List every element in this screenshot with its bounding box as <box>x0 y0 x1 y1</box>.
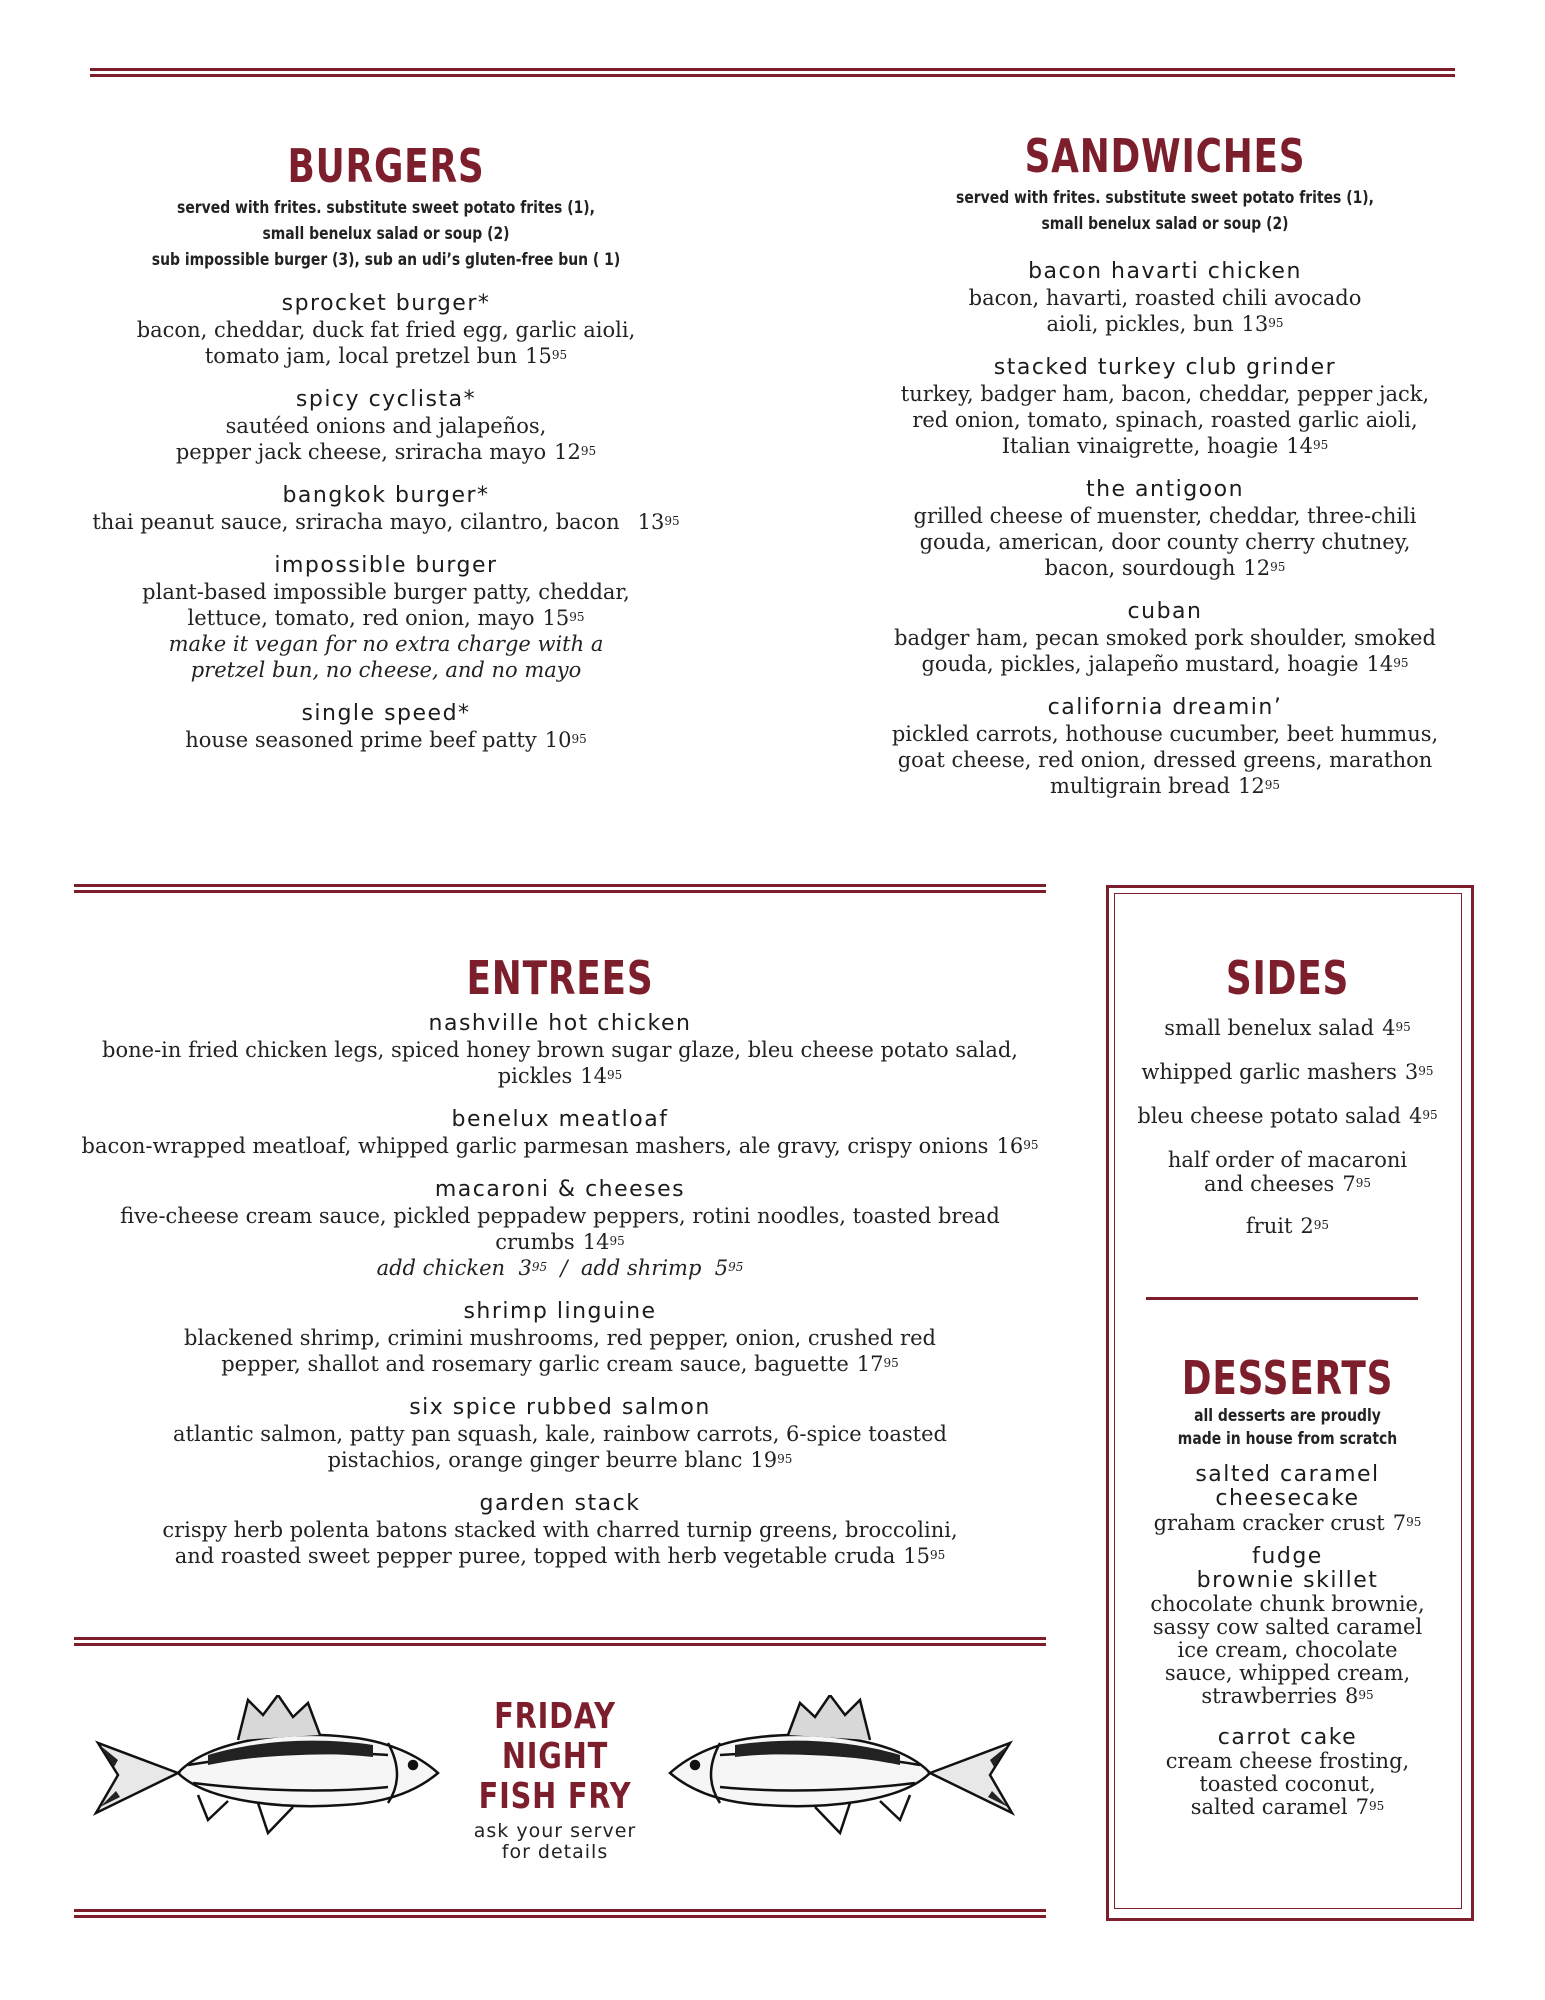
item-desc: atlantic salmon, patty pan squash, kale, rainbow carrots, 6-spice toasted <box>172 1422 947 1446</box>
menu-item <box>90 483 682 535</box>
item-desc: bone-in fried chicken legs, spiced honey brown sugar glaze, bleu cheese potato salad, pickles <box>102 1038 1018 1088</box>
item-desc: bacon-wrapped meatloaf, whipped garlic parmesan mashers, ale gravy, crispy onions <box>81 1134 989 1158</box>
item-desc: pepper, shallot and rosemary garlic cream sauce, baguette <box>221 1352 849 1376</box>
bottom-rule <box>74 1909 1046 1918</box>
item-desc: crispy herb polenta batons stacked with charred turnip greens, broccolini, <box>162 1518 958 1542</box>
item-desc: turkey, badger ham, bacon, cheddar, pepper jack, <box>900 382 1430 406</box>
item-desc: plant-based impossible burger patty, cheddar, <box>142 580 630 604</box>
menu-item <box>60 1395 1060 1473</box>
item-desc: Italian vinaigrette, hoagie <box>1001 434 1279 458</box>
entrees-section <box>60 951 1060 1569</box>
sandwiches-subtitle-line: small benelux salad or soup (2) <box>1041 214 1289 234</box>
dessert-item: fudge brownie skillet chocolate chunk brownie, sassy cow salted caramel ice cream, chocolate sauce, whipped cream, strawberries $8^{95}$ <box>1150 1544 1425 1708</box>
menu-item <box>90 387 682 465</box>
item-name: benelux meatloaf <box>451 1107 669 1132</box>
menu-item <box>860 477 1470 581</box>
sandwiches-subtitle-line: served with frites. substitute sweet potato frites (1), <box>956 188 1374 208</box>
item-price: $15^{95}$ <box>903 1544 946 1568</box>
item-price: $15^{95}$ <box>542 606 585 630</box>
item-price: $12^{95}$ <box>1243 556 1286 580</box>
item-desc: sautéed onions and jalapeños, <box>225 414 547 438</box>
item-desc: red onion, tomato, spinach, roasted garlic aioli, <box>912 408 1418 432</box>
entrees-title: ENTREES <box>466 951 654 1005</box>
item-price: $13^{95}$ <box>637 510 680 534</box>
item-price: $17^{95}$ <box>856 1352 899 1376</box>
item-note: make it vegan for no extra charge with a <box>168 632 604 656</box>
item-price: $15^{95}$ <box>525 344 568 368</box>
burgers-subtitle-line: served with frites. substitute sweet potato frites (1), <box>177 198 595 218</box>
item-name: single speed* <box>301 701 471 726</box>
side-item: bleu cheese potato salad $4^{95}$ <box>1137 1104 1438 1128</box>
top-rule <box>90 68 1455 77</box>
sides-title: SIDES <box>1225 951 1350 1005</box>
item-price: $14^{95}$ <box>1366 652 1409 676</box>
desserts-subtitle-line: all desserts are proudly <box>1194 1406 1381 1426</box>
menu-item <box>860 695 1470 799</box>
item-price: $10^{95}$ <box>544 728 587 752</box>
side-item: half order of macaroni and cheeses $7^{95}$ <box>1167 1148 1408 1196</box>
item-name: cuban <box>1127 599 1203 624</box>
menu-item <box>860 259 1470 337</box>
burgers-subtitle-line: sub impossible burger (3), sub an udi’s gluten-free bun ( 1) <box>151 250 621 270</box>
menu-item <box>90 701 682 753</box>
menu-item <box>90 553 682 683</box>
item-desc: gouda, pickles, jalapeño mustard, hoagie <box>921 652 1359 676</box>
item-desc: blackened shrimp, crimini mushrooms, red pepper, onion, crushed red <box>184 1326 936 1350</box>
item-name: california dreamin’ <box>1047 695 1283 720</box>
item-addons: add chicken $3^{95}$ / add shrimp $5^{95}$ <box>376 1256 744 1280</box>
desserts-subtitle-line: made in house from scratch <box>1177 1429 1398 1449</box>
item-desc: house seasoned prime beef patty <box>185 728 537 752</box>
fish-fry-section <box>430 1697 680 1863</box>
item-desc: multigrain bread <box>1049 774 1231 798</box>
side-item: whipped garlic mashers $3^{95}$ <box>1141 1060 1434 1084</box>
burgers-subtitle-line: small benelux salad or soup (2) <box>262 224 510 244</box>
fish-fry-subtitle: ask your server <box>473 1820 637 1842</box>
fish-fry-title: FISH FRY <box>478 1776 632 1817</box>
item-desc: pepper jack cheese, sriracha mayo <box>175 440 547 464</box>
dessert-item: carrot cake cream cheese frosting, toasted coconut, salted caramel $7^{95}$ <box>1165 1725 1410 1819</box>
item-desc: tomato jam, local pretzel bun <box>204 344 518 368</box>
item-desc: pistachios, orange ginger beurre blanc <box>327 1448 743 1472</box>
desserts-section <box>1120 1351 1455 1819</box>
item-price: $12^{95}$ <box>554 440 597 464</box>
dessert-item: salted caramel cheesecake graham cracker crust $7^{95}$ <box>1153 1462 1422 1535</box>
item-name: garden stack <box>479 1491 641 1516</box>
fish-fry-top-rule <box>74 1637 1046 1646</box>
fish-fry-title: FRIDAY NIGHT <box>494 1696 616 1777</box>
item-desc: aioli, pickles, bun <box>1046 312 1234 336</box>
item-desc: pickled carrots, hothouse cucumber, beet hummus, <box>891 722 1439 746</box>
item-desc: goat cheese, red onion, dressed greens, marathon <box>897 748 1433 772</box>
item-desc: bacon, sourdough <box>1044 556 1236 580</box>
item-price: $13^{95}$ <box>1241 312 1284 336</box>
side-item: fruit $2^{95}$ <box>1245 1214 1330 1238</box>
sandwiches-title: SANDWICHES <box>1024 129 1306 183</box>
item-price: $14^{95}$ <box>582 1230 625 1254</box>
item-name: sprocket burger* <box>281 291 491 316</box>
item-desc: lettuce, tomato, red onion, mayo <box>187 606 535 630</box>
item-price: $16^{95}$ <box>996 1134 1039 1158</box>
side-item: small benelux salad $4^{95}$ <box>1164 1016 1411 1040</box>
item-name: six spice rubbed salmon <box>409 1395 711 1420</box>
item-name: nashville hot chicken <box>428 1011 692 1036</box>
fish-icon <box>88 1695 448 1845</box>
desserts-title: DESSERTS <box>1181 1351 1394 1405</box>
menu-item <box>60 1299 1060 1377</box>
sides-section <box>1120 951 1455 1257</box>
item-name: stacked turkey club grinder <box>993 355 1337 380</box>
burgers-title: BURGERS <box>287 139 485 193</box>
item-name: impossible burger <box>274 553 498 578</box>
item-price: $14^{95}$ <box>580 1064 623 1088</box>
item-desc: badger ham, pecan smoked pork shoulder, smoked <box>894 626 1436 650</box>
burgers-section <box>90 139 682 753</box>
sides-divider <box>1146 1297 1418 1300</box>
fish-fry-subtitle: for details <box>501 1841 609 1863</box>
item-name: bacon havarti chicken <box>1028 259 1302 284</box>
item-price: $19^{95}$ <box>750 1448 793 1472</box>
item-name: bangkok burger* <box>282 483 490 508</box>
menu-item <box>90 291 682 369</box>
item-desc: five-cheese cream sauce, pickled peppadew peppers, rotini noodles, toasted bread crumbs <box>120 1204 1000 1254</box>
item-desc: grilled cheese of muenster, cheddar, three-chili <box>913 504 1417 528</box>
item-desc: gouda, american, door county cherry chutney, <box>919 530 1411 554</box>
item-name: spicy cyclista* <box>295 387 477 412</box>
item-name: shrimp linguine <box>463 1299 657 1324</box>
menu-item <box>860 355 1470 459</box>
item-desc: bacon, cheddar, duck fat fried egg, garlic aioli, <box>136 318 636 342</box>
item-price: $14^{95}$ <box>1286 434 1329 458</box>
fish-icon <box>660 1695 1020 1845</box>
item-desc: thai peanut sauce, sriracha mayo, cilantro, bacon <box>92 510 620 534</box>
menu-item <box>60 1107 1060 1159</box>
item-desc: and roasted sweet pepper puree, topped with herb vegetable cruda <box>174 1544 896 1568</box>
menu-item <box>860 599 1470 677</box>
sandwiches-section <box>860 129 1470 799</box>
item-desc: bacon, havarti, roasted chili avocado <box>968 286 1362 310</box>
item-name: macaroni & cheeses <box>434 1177 686 1202</box>
item-note: pretzel bun, no cheese, and no mayo <box>190 658 582 682</box>
menu-item <box>60 1011 1060 1089</box>
entrees-top-rule <box>74 884 1046 893</box>
menu-item <box>60 1491 1060 1569</box>
item-name: the antigoon <box>1085 477 1245 502</box>
menu-item <box>60 1177 1060 1281</box>
item-price: $12^{95}$ <box>1238 774 1281 798</box>
